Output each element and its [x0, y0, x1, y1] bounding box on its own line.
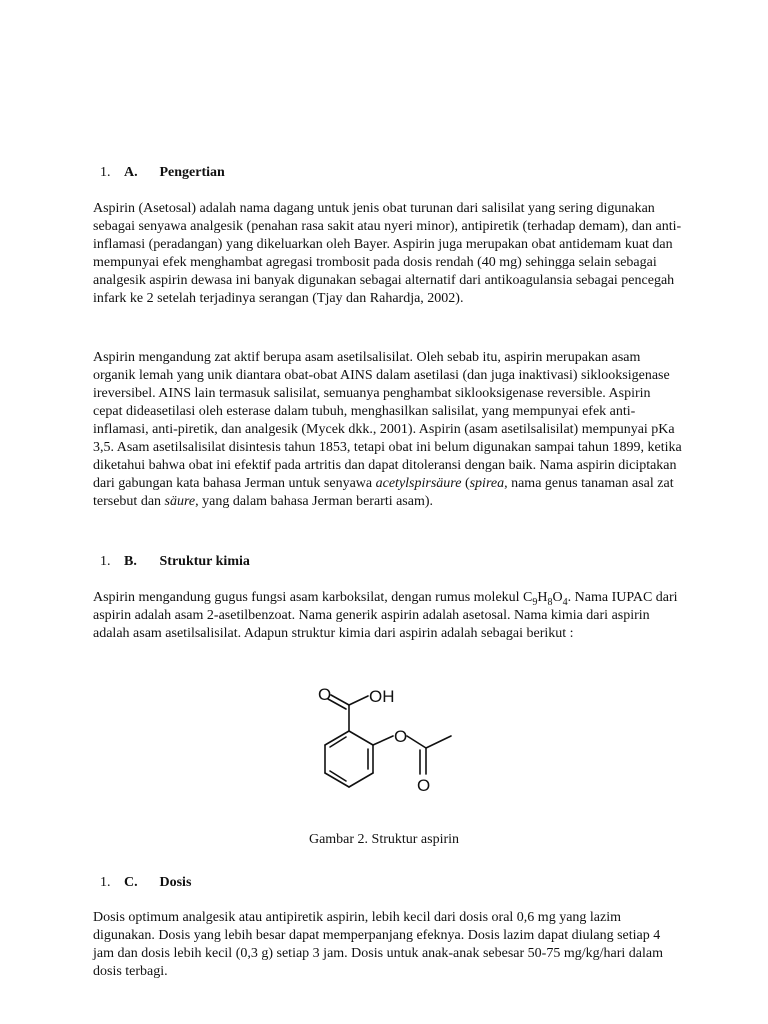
- methyl-bond: [426, 736, 451, 748]
- paragraph-text: , nama genus tanaman asal zat tersebut dan: [93, 476, 674, 509]
- heading-letter: A.: [124, 165, 138, 180]
- italic-term: spirea: [469, 476, 505, 491]
- heading-number: 1.: [100, 554, 111, 569]
- subscript: 8: [547, 596, 553, 608]
- paragraph-pengertian-1: Aspirin (Asetosal) adalah nama dagang untuk jenis obat turunan dari salisilat yang sering digunakan sebagai senyawa analgesik (penahan rasa sakit atau nyeri minor), antipiretik (terhadap demam), dan anti-inflamasi (peradangan) yang dikeluarkan oleh Bayer. Aspirin juga merupakan obat antidemam kuat dan mempunyai efek menghambat agregasi trombosit pada dosis rendah (40 mg) sehingga selain sebagai analgesik aspirin dewasa ini banyak digunakan sebagai alternatif dari antikoagulansia sebagai pencegah infark ke 2 setelah terjadinya serangan (Tjay dan Rahardja, 2002).: [93, 201, 682, 306]
- paragraph-text: . Nama IUPAC dari aspirin adalah asam 2-asetilbenzoat. Nama generik aspirin adalah asetosal. Nama kimia dari aspirin adalah asam asetilsalisilat. Adapun struktur kimia dari aspirin adalah sebagai berikut :: [93, 590, 678, 641]
- carbonyl-oxygen-label: O: [318, 685, 332, 704]
- heading-pengertian: [100, 164, 225, 182]
- paragraph-struktur: [93, 589, 683, 643]
- heading-title: Struktur kimia: [159, 554, 250, 569]
- paragraph-pengertian-2: [93, 349, 683, 511]
- paragraph-text: Aspirin mengandung zat aktif berupa asam asetilsalisilat. Oleh sebab itu, aspirin merupakan asam organik lemah yang unik diantara obat-obat AINS dalam asetilasi (dan juga inaktivasi) siklooksigenase ireversibel. AINS lain termasuk salisilat, semuanya penghambat siklooksigenase reversible. Aspirin cepat dideasetilasi oleh esterase dalam tubuh, menghasilkan salisilat, yang mempunyai efek anti-inflamasi, anti-piretik, dan analgesik (Mycek dkk., 2001). Aspirin (asam asetilsalisilat) mempunyai pKa 3,5. Asam asetilsalisilat disintesis tahun 1853, tetapi obat ini belum digunakan sampai tahun 1899, ketika diketahui bahwa obat ini efektif pada artritis dan dapat ditoleransi dengan baik. Nama aspirin diciptakan dari gabungan kata bahasa Jerman untuk senyawa: [93, 350, 682, 491]
- heading-number: 1.: [100, 165, 111, 180]
- ring-double-bond: [330, 737, 346, 747]
- heading-struktur-kimia: [100, 553, 250, 571]
- subscript: 4: [562, 596, 568, 608]
- paragraph-text: (: [461, 476, 470, 491]
- italic-term: acetylspirsäure: [375, 476, 462, 491]
- heading-title: Pengertian: [159, 165, 225, 180]
- paragraph-text: , yang dalam bahasa Jerman berarti asam).: [195, 494, 434, 509]
- italic-term: säure: [164, 494, 196, 509]
- heading-title: Dosis: [159, 875, 192, 890]
- paragraph-text: Aspirin mengandung gugus fungsi asam karboksilat, dengan rumus molekul C: [93, 590, 533, 605]
- heading-dosis: [100, 874, 191, 892]
- hydroxyl-bond: [349, 696, 368, 705]
- aspirin-structure-diagram: [300, 676, 470, 806]
- carbonyl-bond: [331, 695, 349, 705]
- ring-double-bond: [330, 771, 346, 781]
- ring-bond: [349, 731, 373, 745]
- ester-bond: [407, 736, 426, 748]
- heading-letter: B.: [124, 554, 137, 569]
- acetyl-oxygen-label: O: [417, 776, 431, 795]
- ester-bond: [373, 736, 393, 745]
- figure-caption: Gambar 2. Struktur aspirin: [308, 832, 460, 847]
- formula-part: H: [537, 590, 548, 605]
- formula-part: O: [552, 590, 563, 605]
- heading-number: 1.: [100, 875, 111, 890]
- ester-oxygen-label: O: [394, 727, 408, 746]
- ring-bond: [349, 773, 373, 787]
- heading-letter: C.: [124, 875, 138, 890]
- subscript: 9: [532, 596, 538, 608]
- paragraph-dosis: Dosis optimum analgesik atau antipiretik aspirin, lebih kecil dari dosis oral 0,6 mg yang lazim digunakan. Dosis yang lebih besar dapat memperpanjang efeknya. Dosis lazim dapat diulang setiap 4 jam dan dosis lebih kecil (0,3 g) setiap 3 jam. Dosis untuk anak-anak sebesar 50-75 mg/kg/hari dalam dosis terbagi.: [93, 910, 663, 979]
- hydroxyl-label: OH: [369, 687, 395, 706]
